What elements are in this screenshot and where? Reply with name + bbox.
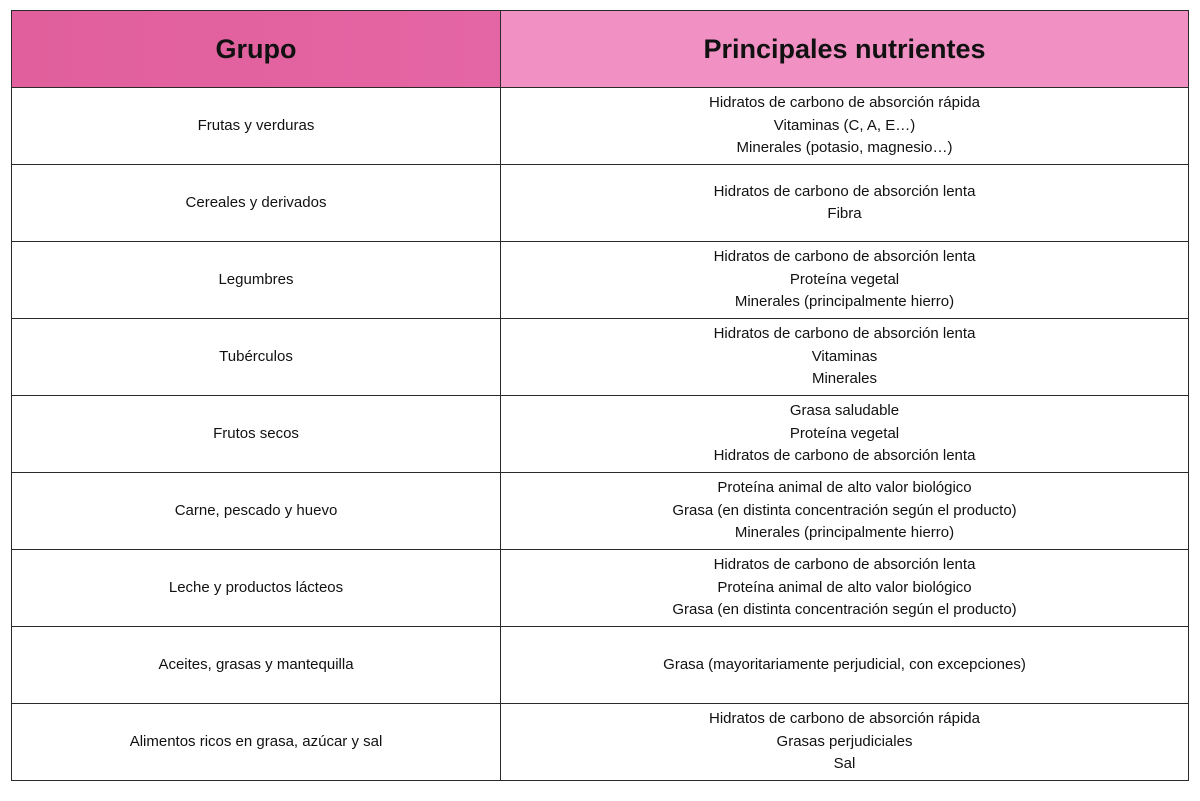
- nutrient-line: Sal: [833, 755, 856, 773]
- nutrient-line: Proteína animal de alto valor biológico: [717, 479, 972, 497]
- table-row: [12, 550, 1189, 627]
- nutrients-cell: [501, 319, 1189, 396]
- group-cell: Tubérculos: [12, 319, 501, 396]
- nutrient-line: Minerales (principalmente hierro): [734, 524, 955, 542]
- nutrients-cell: [501, 704, 1189, 781]
- table-row: [12, 704, 1189, 781]
- nutrient-line: Hidratos de carbono de absorción lenta: [713, 182, 976, 200]
- group-cell: Carne, pescado y huevo: [12, 473, 501, 550]
- nutrients-cell: [501, 242, 1189, 319]
- nutrient-line: Grasa (mayoritariamente perjudicial, con excepciones): [663, 655, 1026, 673]
- group-cell: Frutas y verduras: [12, 88, 501, 165]
- table-row: [12, 319, 1189, 396]
- group-cell: Alimentos ricos en grasa, azúcar y sal: [12, 704, 501, 781]
- group-cell: Frutos secos: [12, 396, 501, 473]
- nutrients-cell: [501, 396, 1189, 473]
- group-cell: Aceites, grasas y mantequilla: [12, 627, 501, 704]
- header-grupo: Grupo: [12, 11, 501, 88]
- nutrient-line: Hidratos de carbono de absorción lenta: [713, 556, 976, 574]
- nutrient-line: Vitaminas (C, A, E…): [773, 116, 916, 134]
- header-principales-nutrientes: Principales nutrientes: [501, 11, 1189, 88]
- nutrient-line: Fibra: [827, 205, 862, 222]
- table-body: [12, 88, 1189, 781]
- nutrient-line: Hidratos de carbono de absorción lenta: [713, 325, 976, 343]
- nutrient-line: Hidratos de carbono de absorción lenta: [713, 447, 976, 465]
- nutrient-line: Proteína animal de alto valor biológico: [717, 578, 972, 596]
- nutrient-line: Grasa saludable: [789, 402, 900, 420]
- nutrients-cell: [501, 627, 1189, 704]
- nutrient-line: Hidratos de carbono de absorción rápida: [708, 710, 980, 728]
- nutrients-cell: [501, 473, 1189, 550]
- nutrient-line: Minerales: [811, 370, 878, 388]
- nutrient-line: Hidratos de carbono de absorción lenta: [713, 248, 976, 266]
- table-row: [12, 627, 1189, 704]
- nutrients-cell: [501, 550, 1189, 627]
- table-row: [12, 88, 1189, 165]
- nutrients-cell: [501, 165, 1189, 242]
- nutrient-line: Grasa (en distinta concentración según el producto): [672, 501, 1017, 519]
- nutrition-table-container: [11, 10, 1188, 781]
- group-cell: Cereales y derivados: [12, 165, 501, 242]
- nutrition-table: [11, 10, 1189, 781]
- table-row: [12, 165, 1189, 242]
- nutrient-line: Grasa (en distinta concentración según el producto): [672, 601, 1017, 619]
- group-cell: Leche y productos lácteos: [12, 550, 501, 627]
- nutrient-line: Hidratos de carbono de absorción rápida: [708, 94, 980, 112]
- nutrient-line: Grasas perjudiciales: [776, 732, 913, 750]
- nutrient-line: Minerales (principalmente hierro): [734, 293, 955, 311]
- nutrient-line: Proteína vegetal: [789, 270, 900, 288]
- table-header-row: [12, 11, 1189, 88]
- nutrient-line: Proteína vegetal: [789, 424, 900, 442]
- nutrient-line: Vitaminas: [811, 347, 878, 365]
- table-row: [12, 242, 1189, 319]
- nutrients-cell: [501, 88, 1189, 165]
- table-row: [12, 396, 1189, 473]
- table-row: [12, 473, 1189, 550]
- group-cell: Legumbres: [12, 242, 501, 319]
- nutrient-line: Minerales (potasio, magnesio…): [736, 139, 953, 157]
